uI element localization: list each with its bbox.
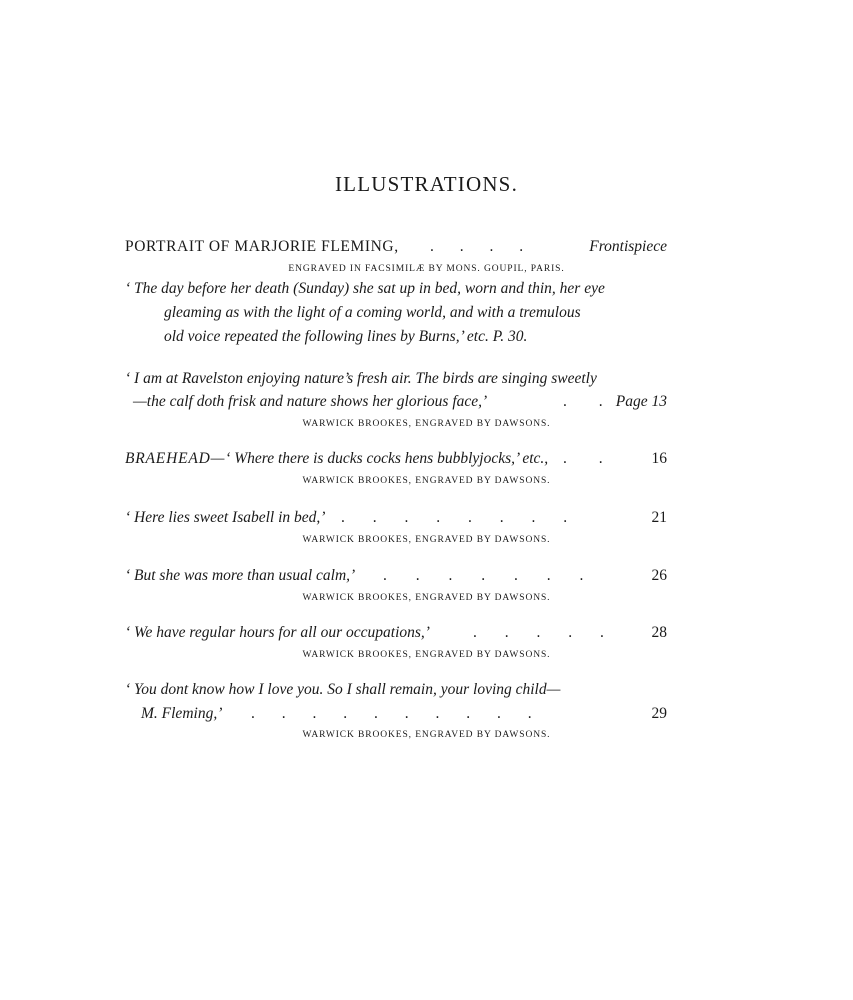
entry-calm (125, 567, 667, 591)
caption-text: gleaming as with the light of a coming world, and with a tremulous (164, 304, 581, 321)
entry-love-line-2 (141, 705, 667, 729)
page-ref: Frontispiece (589, 238, 667, 255)
caption-line-2 (164, 304, 667, 328)
entry-braehead (125, 450, 667, 474)
entry-frontispiece (125, 238, 667, 262)
dot-leader: . . (563, 393, 603, 410)
entry-quote: ‘ I am at Ravelston enjoying nature’s fresh air. The birds are singing sweetly (125, 370, 597, 387)
entry-quote: —the calf doth frisk and nature shows her glorious face,’ (133, 393, 488, 410)
page-ref: Page 13 (615, 393, 667, 410)
dot-leader: . . . . . . . (383, 567, 584, 584)
dot-leader: . . (563, 450, 603, 467)
dot-leader: . . . . . . . . . . (251, 705, 532, 722)
page-title: ILLUSTRATIONS. (334, 172, 519, 196)
caption-text: ‘ The day before her death (Sunday) she sat up in bed, worn and thin, her eye (125, 280, 605, 297)
engraving-credit: WARWICK BROOKES, ENGRAVED BY DAWSONS. (302, 476, 551, 486)
entry-quote: ‘ We have regular hours for all our occupations,’ (125, 624, 430, 641)
entry-love-line-1 (125, 681, 667, 705)
page-ref: 16 (651, 450, 667, 467)
caption-line-3 (164, 328, 667, 352)
entry-lead: BRAEHEAD— (125, 450, 226, 467)
caption-line-1 (125, 280, 667, 304)
engraving-credit: WARWICK BROOKES, ENGRAVED BY DAWSONS. (302, 650, 551, 660)
entry-label: PORTRAIT OF MARJORIE FLEMING, (125, 238, 399, 255)
caption-text: old voice repeated the following lines by Burns,’ etc. P. 30. (164, 328, 528, 345)
entry-quote (125, 450, 548, 468)
entry-quote-text: ‘ Where there is ducks cocks hens bubblyjocks,’ etc., (225, 450, 549, 467)
page-ref: 28 (651, 624, 667, 641)
engraving-credit: WARWICK BROOKES, ENGRAVED BY DAWSONS. (302, 593, 551, 603)
page-ref: 29 (651, 705, 667, 722)
entry-quote: ‘ Here lies sweet Isabell in bed,’ (125, 509, 326, 526)
entry-hours (125, 624, 667, 648)
engraving-credit: WARWICK BROOKES, ENGRAVED BY DAWSONS. (302, 730, 551, 740)
dot-leader: . . . . (430, 238, 524, 255)
page-ref: 21 (651, 509, 667, 526)
dot-leader: . . . . . . . . (341, 509, 568, 526)
engraving-credit: WARWICK BROOKES, ENGRAVED BY DAWSONS. (302, 535, 551, 545)
engraving-credit: ENGRAVED IN FACSIMILÆ BY MONS. GOUPIL, PARIS. (288, 264, 565, 274)
engraving-credit: WARWICK BROOKES, ENGRAVED BY DAWSONS. (302, 419, 551, 429)
entry-quote: ‘ You dont know how I love you. So I shall remain, your loving child— (125, 681, 561, 698)
page-ref: 26 (651, 567, 667, 584)
entry-ravelston-line-2 (133, 393, 667, 417)
entry-quote: M. Fleming,’ (141, 705, 223, 722)
entry-quote: ‘ But she was more than usual calm,’ (125, 567, 356, 584)
dot-leader: . . . . . (473, 624, 604, 641)
entry-isabell (125, 509, 667, 533)
entry-ravelston-line-1 (125, 370, 667, 394)
